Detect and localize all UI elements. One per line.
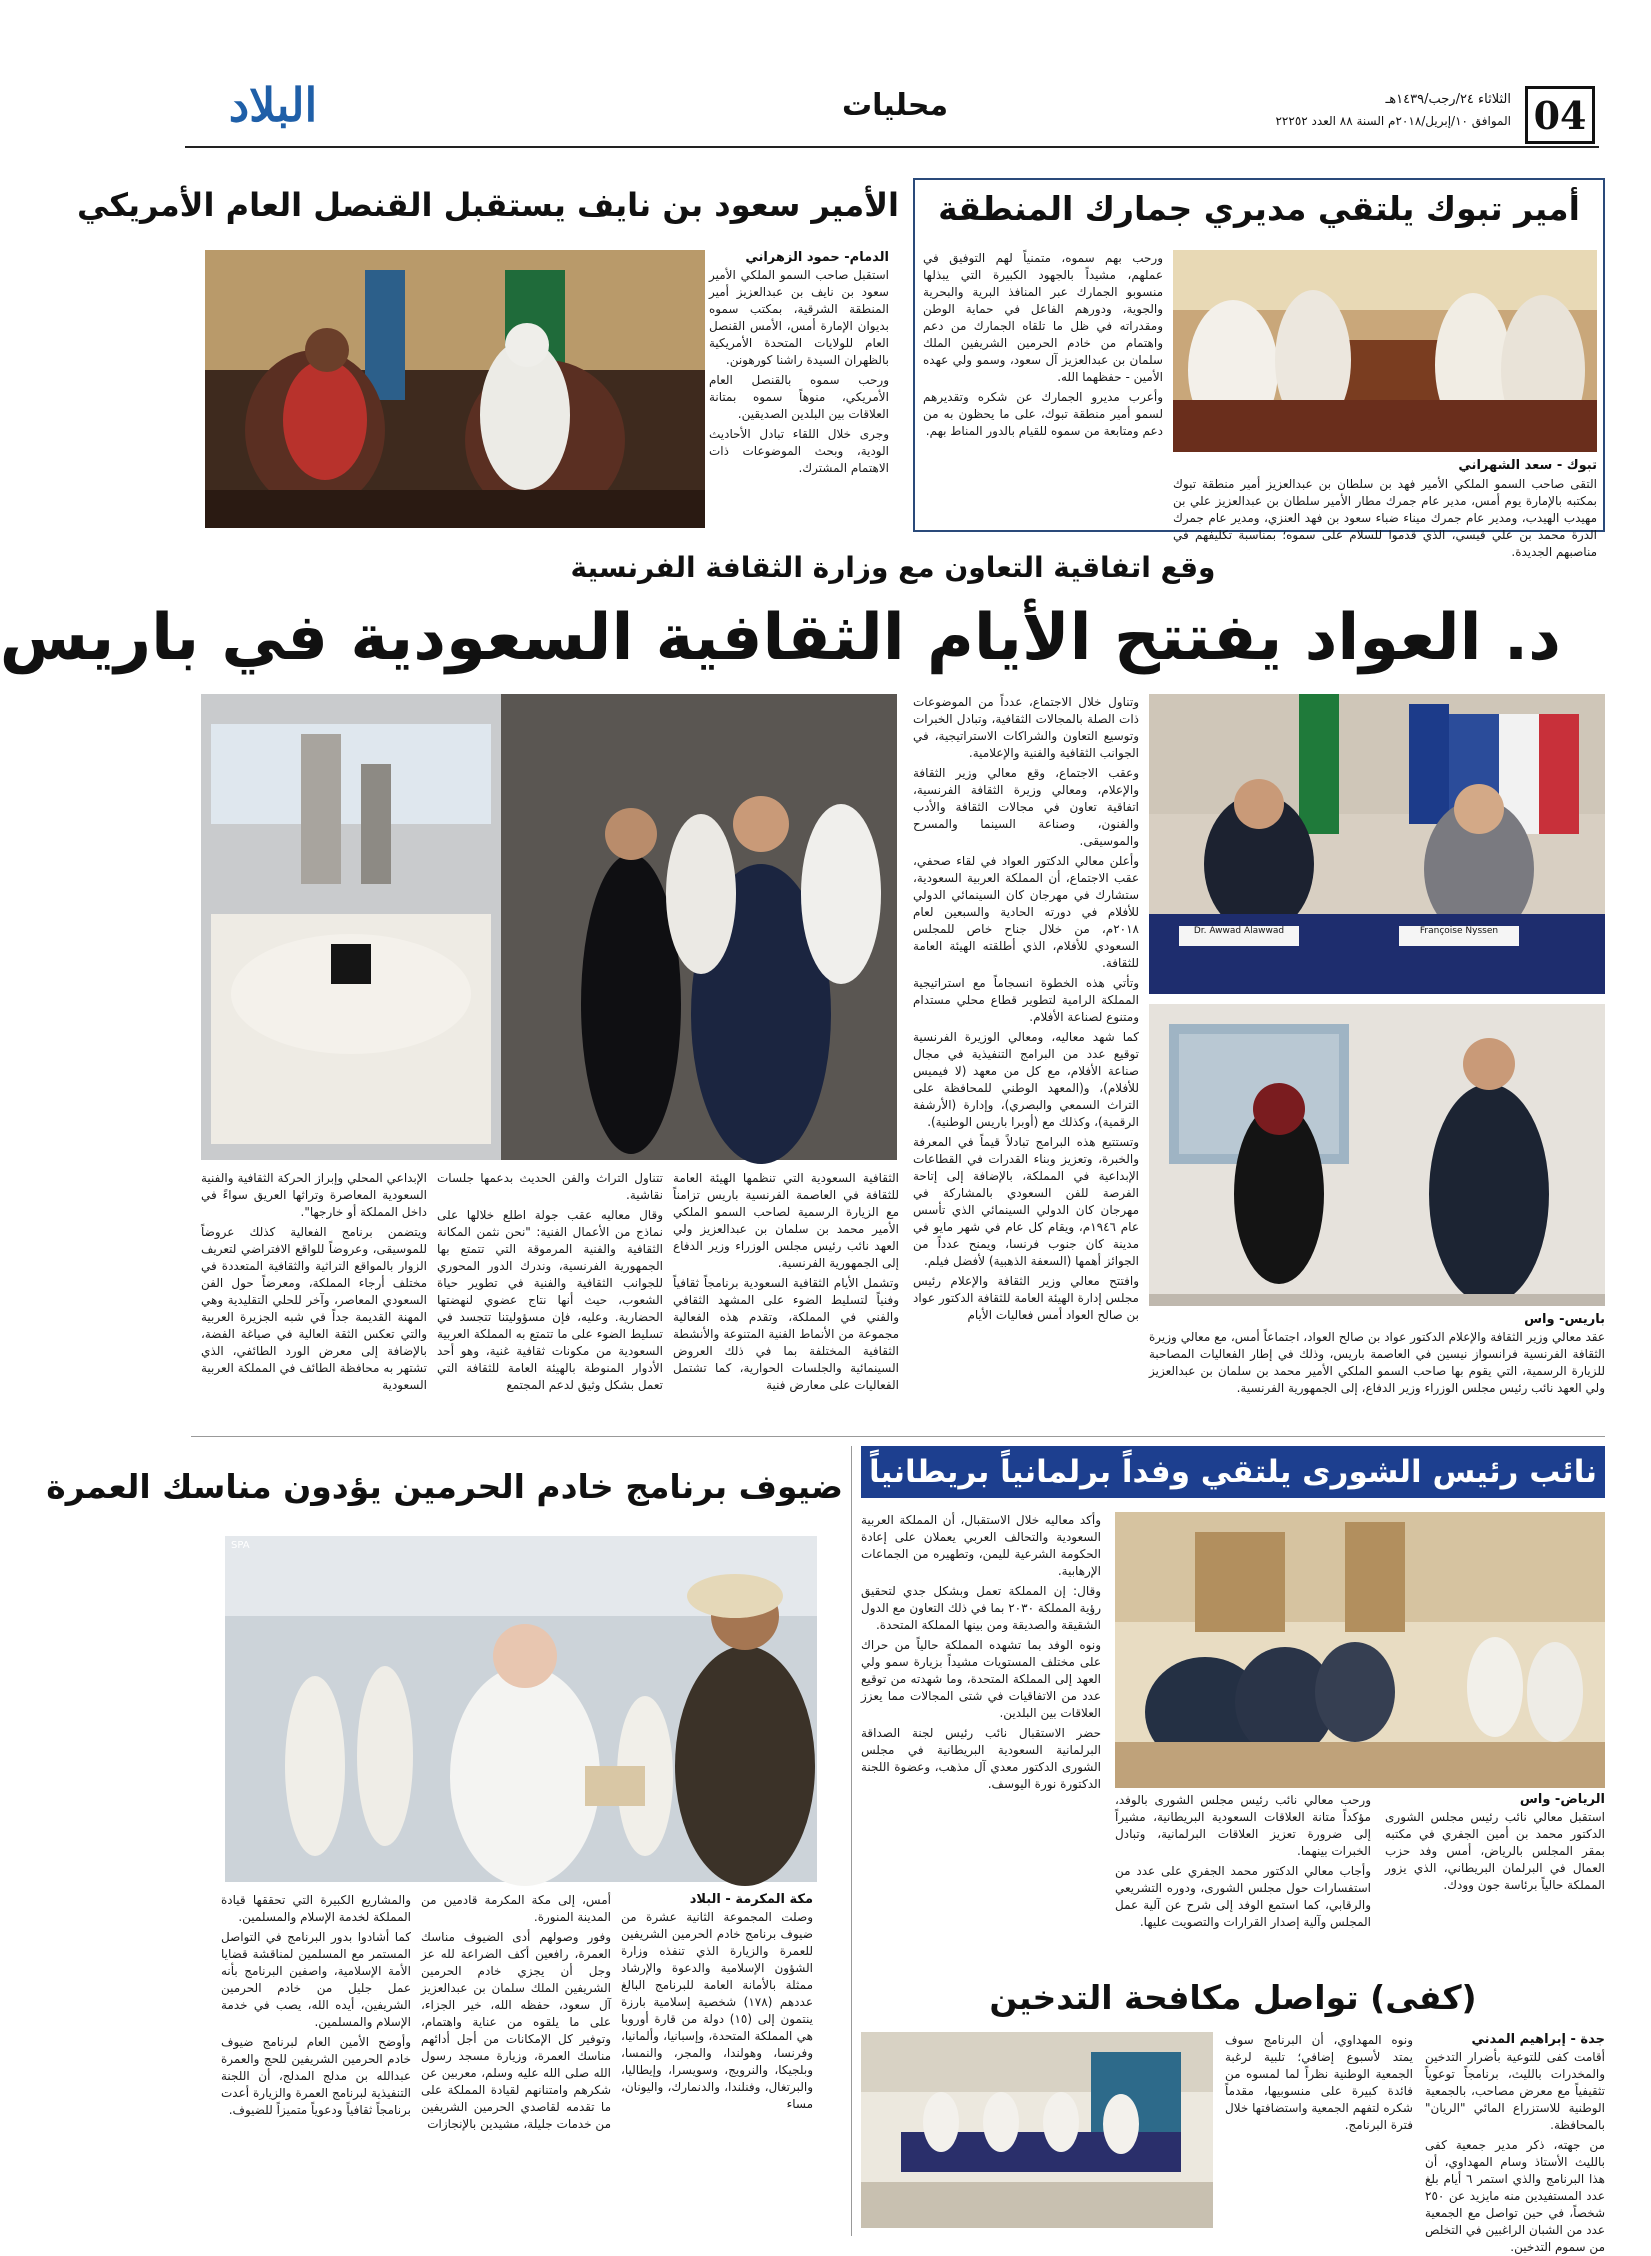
smoking-byline: جدة - إبراهيم المدني	[1471, 2032, 1605, 2047]
nameplate-right: Françoise Nyssen	[1419, 926, 1499, 936]
shura-p2: ورحب معالي نائب رئيس مجلس الشورى بالوفد، مؤكداً متانة العلاقات السعودية البريطانية، مشيراً إلى ضرورة تعزيز العلاقات البرلمانية، وتبادل الخبرات بينهما.	[1115, 1793, 1371, 1858]
shura-p7: حضر الاستقبال نائب رئيس لجنة الصداقة البرلمانية السعودية البريطانية في مجلس الشورى الدكتور معدي آل مذهب، وعضوة اللجنة الدكتورة نورة اليوسف.	[861, 1726, 1101, 1791]
shura-p1: استقبل معالي نائب رئيس مجلس الشورى الدكتور محمد بن أمين الجفري في مكتبه بمقر المجلس بالرياض، أمس وفد حزب العمال في البرلمان البريطاني، الذي يزور المملكة حالياً برئاسة جون وودك.	[1385, 1810, 1605, 1892]
paris-col-4	[201, 1170, 427, 1418]
consul-para-3: وجرى خلال اللقاء تبادل الأحاديث الودية، وبحث الموضوعات ذات الاهتمام المشترك.	[709, 427, 889, 475]
paris-col1-p4: وتأتي هذه الخطوة انسجاماً مع استراتيجية المملكة الرامية لتطوير قطاع محلي مستدام ومتنوع لصناعة الأفلام.	[913, 976, 1139, 1024]
paris-col-1	[913, 694, 1139, 1418]
section-title: محليات	[841, 88, 949, 123]
paris-col1-p7: وافتتح معالي وزير الثقافة والإعلام رئيس مجلس إدارة الهيئة العامة للثقافة الدكتور عواد بن صالح العواد أمس فعاليات الأيام	[913, 1274, 1139, 1322]
customs-photo	[1173, 250, 1597, 452]
paris-col3-p2: وقال معاليه عقب جولة اطلع خلالها على نماذج من الأعمال الفنية: "نحن نثمن المكانة الثقافية والفنية المرموقة التي تتمتع بها الجمهورية الفرنسية، وندرك الدور المحوري للجوانب الثقافية والفنية في تطوير حياة الشعوب، حيث أنها نتاج عضوي لنهضتها الحضارية. وعليه، فإن مسؤوليتنا تتجسد في تسليط الضوء على ما تتمتع به المملكة العربية السعودية من مكونات ثقافية غنية، وهو أحد الأدوار المنوطة بالهيئة العامة للثقافة التي تعمل بشكل وثيق لدعم المجتمع	[437, 1208, 663, 1392]
shura-col-right	[1385, 1792, 1605, 1968]
paris-kicker: وقع اتفاقية التعاون مع وزارة الثقافة الفرنسية	[570, 551, 1216, 584]
umrah-p5: كما أشادوا بدور البرنامج في التواصل المستمر مع المسلمين لمناقشة قضايا الأمة الإسلامية، واصفين البرنامج بأنه عمل جليل من خادم الحرمين الشريفين، أيده الله، يصب في خدمة الإسلام والمسلمين.	[221, 1930, 411, 2029]
umrah-p1: وصلت المجموعة الثانية عشرة من ضيوف برنامج خادم الحرمين الشريفين للعمرة والزيارة الذي تنفذه وزارة الشؤون الإسلامية والدعوة والإرشاد ممثلة بالأمانة العامة للبرنامج البالغ عددهم (١٧٨) شخصية إسلامية بارزة ينتمون إلى (١٥) دولة من قارة أوروبا هي المملكة المتحدة، وإسبانيا، وألمانيا، وفرنسا، وهولندا، والمجر، والنمسا، وبلجيكا، والنرويج، وسويسرا، وإيطاليا، والبرتغال، وفنلندا، والدنمارك، واليونان، مساء	[621, 1910, 813, 2111]
customs-caption	[1173, 458, 1597, 559]
shura-col-left	[861, 1512, 1101, 1968]
umrah-col-mid	[421, 1892, 611, 2236]
consul-headline: الأمير سعود بن نايف يستقبل القنصل العام الأمريكي	[76, 186, 899, 224]
customs-text-col-left	[923, 250, 1163, 526]
paris-col1-p2: وعقب الاجتماع، وقع معالي وزير الثقافة والإعلام، ومعالي وزيرة الثقافة الفرنسية، اتفاقية تعاون في مجالات الثقافة والأدب والفنون، وصناعة السينما والمسرح والموسيقى.	[913, 766, 1139, 848]
shura-photo	[1115, 1512, 1605, 1788]
smoking-p2: من جهته، ذكر مدير جمعية كفى بالليث الأستاذ وسام المهداوي، أن هذا البرنامج والذي استمر ٦ أيام بلغ عدد المستفيدين منه مايزيد عن ٢٥٠ شخصاً، في حين تواصل مع الجمعية عدد من الشبان الراغبين في التخلص من سموم التدخين.	[1425, 2138, 1605, 2254]
masthead	[135, 0, 1651, 150]
customs-headline: أمير تبوك يلتقي مديري جمارك المنطقة	[938, 189, 1580, 228]
consul-article	[76, 178, 899, 532]
paris-col-3	[437, 1170, 663, 1418]
shura-p5: وقال: إن المملكة تعمل وبشكل جدي لتحقيق رؤية المملكة ٢٠٣٠ بما في ذلك التعاون مع الدول الشقيقة والصديقة ومن بينها المملكة المتحدة.	[861, 1584, 1101, 1632]
nameplate-left: Dr. Awwad Alawwad	[1193, 926, 1285, 936]
umrah-headline: ضيوف برنامج خادم الحرمين يؤدون مناسك العمرة	[46, 1467, 843, 1506]
page-number-box	[1525, 86, 1595, 144]
customs-para-2: ورحب بهم سموه، متمنياً لهم التوفيق في عملهم، مشيداً بالجهود الكبيرة التي يبذلها منسوبو الجمارك عبر المنافذ البرية والبحرية والجوية، ودورهم الفاعل في حماية الوطن ومقدراته في ظل ما تلقاه الجمارك من دعم واهتمام من خادم الحرمين الشريفين الملك سلمان بن عبدالعزيز آل سعود، وسمو ولي عهده الأمين - حفظهما الله.	[923, 251, 1163, 384]
smoking-p3: ونوه المهداوي، أن البرنامج سوف يمتد لأسبوع إضافي؛ تلبية لرغبة الجمعية الوطنية نظراً لما لمسوه من فائدة كبيرة على منسوبيها، مقدماً شكره لتفهم الجمعية واستضافتها خلال فترة البرنامج.	[1225, 2033, 1413, 2132]
page-number: 04	[1533, 92, 1587, 138]
shura-byline: الرياض- واس	[1519, 1792, 1605, 1807]
paris-gallery-photo	[1149, 1004, 1605, 1306]
shura-p6: ونوه الوفد بما تشهده المملكة حالياً من حراك على مختلف المستويات مشيداً بزيارة سمو ولي العهد إلى المملكة المتحدة، وما شهدته من توقيع عدد من الاتفاقيات في شتى المجالات مما يعزز العلاقات بين البلدين.	[861, 1638, 1101, 1720]
paris-col1-p1: وتناول خلال الاجتماع، عدداً من الموضوعات ذات الصلة بالمجالات الثقافية، وتبادل الخبرات وتوسيع التعاون والشراكات الاستراتيجية، في الجوانب الثقافية والفنية والإعلامية.	[913, 695, 1139, 760]
consul-para-2: ورحب سموه بالقنصل العام الأمريكي، منوهاً سموه بمتانة العلاقات بين البلدين الصديقين.	[709, 373, 889, 421]
paris-caption: عقد معالي وزير الثقافة والإعلام الدكتور عواد بن صالح العواد، اجتماعاً أمس، مع معالي وزيرة الثقافة الفرنسية فرانسواز نيسين في العاصمة باريس، وذلك في إطار الفعاليات المصاحبة للزيارة الرسمية، التي يقوم بها صاحب السمو الملكي الأمير محمد بن سلمان بن عبدالعزيز ولي العهد نائب رئيس مجلس الوزراء وزير الدفاع، إلى الجمهورية الفرنسية.	[1149, 1330, 1605, 1395]
consul-byline: الدمام- حمود الزهراني	[745, 250, 889, 265]
smoking-col-right	[1425, 2032, 1605, 2254]
paris-col1-p6: وتستتبع هذه البرامج تبادلاً قيماً في المعرفة والخبرة، وتعزيز وبناء القدرات في القطاعات الإبداعية في المملكة، بالإضافة إلى إتاحة الفرصة للفن السعودي بالمشاركة في مهرجان كان الدولي السينمائي الذي تأسس عام ١٩٤٦م، ويقام كل عام في شهر مايو في مدينة كان جنوب فرنسا، ويمنح عدداً من الجوائز أهمها (السعفة الذهبية) لأفضل فيلم.	[913, 1135, 1139, 1268]
smoking-col-mid	[1225, 2032, 1413, 2236]
date-line-1: الثلاثاء ٢٤/رجب/١٤٣٩هـ	[1385, 92, 1511, 107]
umrah-byline: مكة المكرمة - البلاد	[689, 1892, 813, 1907]
paris-headline: د. العواد يفتتح الأيام الثقافية السعودية في باريس	[0, 601, 1561, 675]
paris-col2-p2: وتشمل الأيام الثقافية السعودية برنامجاً ثقافياً وفنياً لتسليط الضوء على المشهد الثقافي والفني في المملكة، وتقدم هذه الفعالية مجموعة من الأنماط الفنية المتنوعة والأنشطة الثقافية المختلفة بما في ذلك العروض السينمائية والجلسات الحوارية، كما تشتمل الفعاليات على معارض فنية	[673, 1276, 899, 1392]
consul-para-1: استقبل صاحب السمو الملكي الأمير سعود بن نايف بن عبدالعزيز أمير المنطقة الشرقية، بمكتب سموه بديوان الإمارة أمس، الأمس القنصل العام للولايات المتحدة الأمريكية بالظهران السيدة راشنا كورهونن.	[709, 268, 889, 367]
date-line-2: الموافق ١٠/إبريل/٢٠١٨م السنة ٨٨ العدد ٢٢٢٥٢	[1275, 114, 1511, 128]
paris-col4-p2: ويتضمن برنامج الفعالية كذلك عروضاً للموسيقى، وعروضاً للواقع الافتراضي لتعريف الزوار بالمواقع التراثية والثقافية المتعددة في مختلف أرجاء المملكة، ومعرضاً حول الفن السعودي المعاصر، وآخر للحلي التقليدية وهي المهنة القديمة جداً في شبه الجزيرة العربية والتي تعكس الثقة العالية في صياغة الفضة، بالإضافة إلى معرض الورد الطائفي، الذي تشتهر به محافظة الطائف في المملكة العربية السعودية	[201, 1225, 427, 1392]
smoking-photo	[861, 2032, 1213, 2228]
umrah-photo	[225, 1536, 817, 1882]
smoking-p1: أقامت كفى للتوعية بأضرار التدخين والمخدرات بالليث، برنامجاً توعوياً تثقيفياً مع معرض مصاحب، بالجمعية الوطنية للاستزراع المائي "الريان" بالمحافظة.	[1425, 2050, 1605, 2132]
paris-exhibition-photo	[201, 694, 897, 1160]
umrah-p2: أمس، إلى مكة المكرمة قادمين من المدينة المنورة.	[421, 1893, 611, 1924]
shura-p3: وأجاب معالي الدكتور محمد الجفري على عدد من استفسارات حول مجلس الشورى، ودوره التشريعي والرقابي، كما استمع الوفد إلى شرح عن آلية عمل المجلس وآلية إصدار القرارات والتصويت عليها.	[1115, 1864, 1371, 1929]
section-divider	[191, 1436, 1605, 1437]
customs-para-3: وأعرب مديرو الجمارك عن شكره وتقديرهم لسمو أمير منطقة تبوك، على ما يحظون به من دعم ومتابعة من سموه للقيام بالدور المناط بهم.	[923, 390, 1163, 438]
umrah-photo-credit: SPA	[231, 1540, 250, 1551]
paris-col2-p1: الثقافية السعودية التي تنظمها الهيئة العامة للثقافة في العاصمة الفرنسية باريس تزامناً مع الزيارة الرسمية لصاحب السمو الملكي الأمير محمد بن سلمان بن عبدالعزيز ولي العهد نائب رئيس مجلس الوزراء وزير الدفاع إلى الجمهورية الفرنسية.	[673, 1171, 899, 1270]
logo: البلاد	[228, 78, 318, 132]
shura-col-mid	[1115, 1792, 1371, 1968]
umrah-p6: وأوضح الأمين العام لبرنامج ضيوف خادم الحرمين الشريفين للحج والعمرة عبدالله بن مدلج المدلج، أن اللجنة التنفيذية لبرنامج العمرة والزيارة أعدت برنامجاً ثقافياً ودعوياً متميزاً للضيوف.	[221, 2035, 411, 2117]
paris-col4-p1: الإبداعي المحلي وإبراز الحركة الثقافية والفنية السعودية المعاصرة وتراثها العريق سواءً في داخل المملكة أو خارجها".	[201, 1171, 427, 1219]
vertical-divider	[851, 1446, 852, 2236]
customs-byline: تبوك - سعد الشهراني	[1458, 458, 1597, 473]
consul-photo	[205, 250, 705, 528]
paris-col-2	[673, 1170, 899, 1418]
customs-article	[913, 178, 1605, 559]
paris-col3-p1: تتناول التراث والفن الحديث بدعمها جلسات نقاشية.	[437, 1171, 663, 1202]
umrah-col-right	[621, 1892, 813, 2236]
paris-signing-photo	[1149, 694, 1605, 994]
shura-p4: وأكد معاليه خلال الاستقبال، أن المملكة العربية السعودية والتحالف العربي يعملان على إعادة الحكومة الشرعية لليمن، وتطهيره من الجماعات الإرهابية.	[861, 1513, 1101, 1578]
paris-col1-p3: وأعلن معالي الدكتور العواد في لقاء صحفي، عقب الاجتماع، أن المملكة العربية السعودية، ستشارك في مهرجان كان السينمائي الدولي للأفلام في دورته الحادية والسبعين لعام ٢٠١٨م، من خلال جناح خاص للمجلس السعودي للأفلام، الذي أطلقته الهيئة العامة للثقافة.	[913, 854, 1139, 970]
smoking-headline: (كفى) تواصل مكافحة التدخين	[989, 1978, 1477, 2017]
shura-banner	[861, 1446, 1605, 1498]
shura-headline: نائب رئيس الشورى يلتقي وفداً برلمانياً بريطانياً	[869, 1454, 1597, 1490]
umrah-p3: وفور وصولهم أدى الضيوف مناسك العمرة، رافعين أكف الضراعة لله عز وجل أن يجزي خادم الحرمين الشريفين الملك سلمان بن عبدالعزيز آل سعود، حفظه الله، خير الجزاء، على ما يلقوه من عناية واهتمام، وتوفير كل الإمكانات من أجل أدائهم مناسك العمرة، وزيارة مسجد رسول الله صلى الله عليه وسلم، معربين عن شكرهم وامتنانهم لقيادة المملكة على ما تقدمه لقاصدي الحرمين الشريفين من خدمات جليلة، مشيدين بالإنجازات	[421, 1930, 611, 2131]
customs-para-1: التقى صاحب السمو الملكي الأمير فهد بن سلطان بن عبدالعزيز أمير منطقة تبوك بمكتبه بالإمارة يوم أمس، مدير عام جمرك مطار الأمير سلطان بن عبدالعزيز علي بن مهيدب الهيدب، ومدير عام جمرك ميناء ضباء سعود بن فهد العنزي، ومدير عام جمرك الدرة محمد بن علي قيسي، الذي قدموا للسلام على سموه؛ بمناسبة تكليفهم في مناصبهم الجديدة.	[1173, 477, 1597, 559]
umrah-col-left	[221, 1892, 411, 2236]
paris-col1-p5: كما شهد معاليه، ومعالي الوزيرة الفرنسية توقيع عدد من البرامج التنفيذية في مجال صناعة الأفلام، مع كل من معهد (لا فيميس للأفلام)، و(المعهد الوطني للمحافظة على التراث السمعي والبصري)، وإدارة (الأرشفة الرقمية)، وكذلك مع (أوبرا باريس الوطنية).	[913, 1030, 1139, 1129]
paris-caption-box	[1149, 1312, 1605, 1418]
paris-byline: باريس- واس	[1524, 1312, 1605, 1327]
masthead-rule	[185, 146, 1599, 148]
consul-text	[709, 250, 889, 528]
umrah-p4: والمشاريع الكبيرة التي تحققها قيادة المملكة لخدمة الإسلام والمسلمين.	[221, 1893, 411, 1924]
